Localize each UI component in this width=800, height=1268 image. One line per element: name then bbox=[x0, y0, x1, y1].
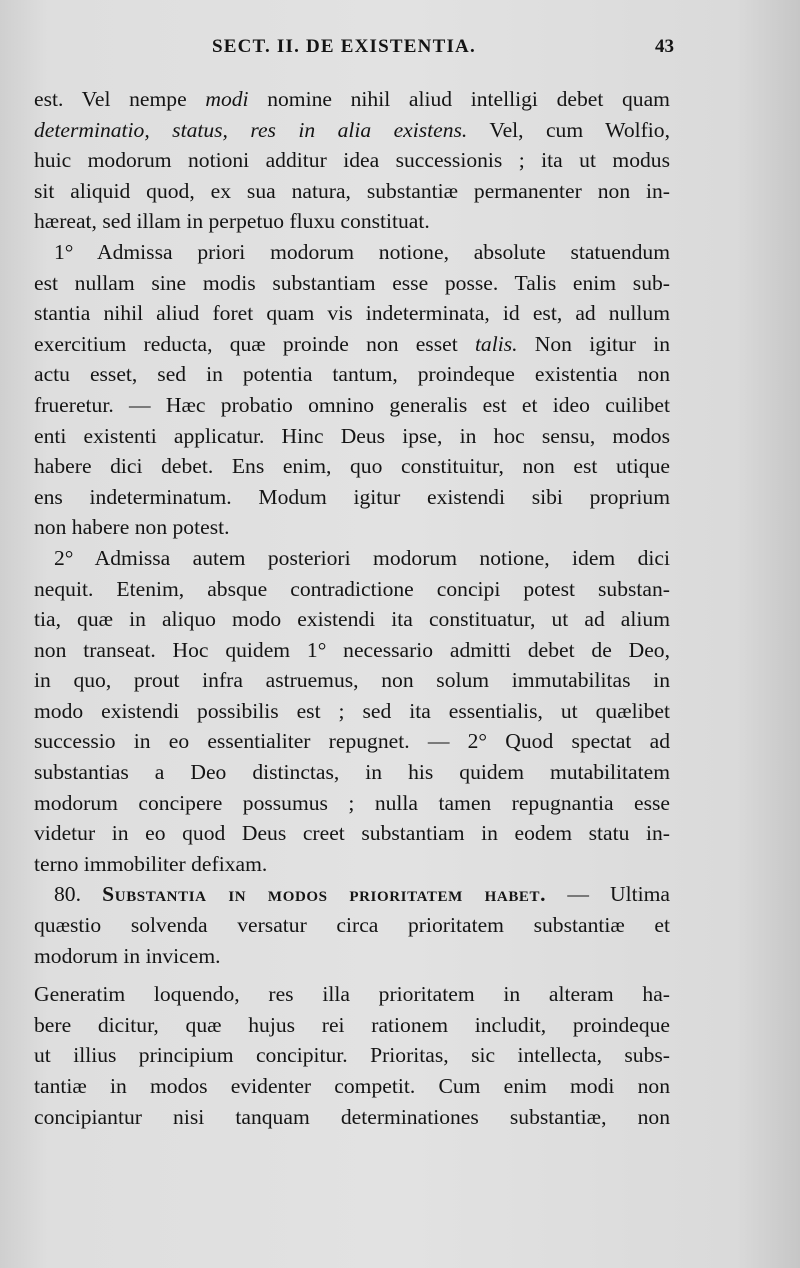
italic-phrase: determinatio, status, res in alia existens. bbox=[34, 117, 468, 142]
text-line bbox=[34, 84, 670, 115]
paragraph-prioritas bbox=[34, 979, 670, 1132]
text-line: actu esset, sed in potentia tantum, proindeque existentia non bbox=[34, 362, 670, 387]
text-line: Generatim loquendo, res illa prioritatem in alteram ha- bbox=[34, 982, 670, 1007]
body-text bbox=[34, 84, 670, 1132]
text-line: stantia nihil aliud foret quam vis indeterminata, id est, ad nullum bbox=[34, 301, 670, 326]
text-line: terno immobiliter defixam. bbox=[34, 851, 268, 876]
text-run: Vel, cum Wolfio, bbox=[489, 117, 670, 142]
text-line: hæreat, sed illam in perpetuo fluxu constituat. bbox=[34, 209, 430, 234]
text-line: modorum in invicem. bbox=[34, 943, 221, 968]
page-number: 43 bbox=[655, 36, 674, 57]
text-line: habere dici debet. Ens enim, quo constituitur, non est utique bbox=[34, 454, 670, 479]
text-line: ut illius principium concipitur. Prioritas, sic intellecta, subs- bbox=[34, 1043, 670, 1068]
text-line: nequit. Etenim, absque contradictione concipi potest substan- bbox=[34, 576, 670, 601]
text-line: in quo, prout infra astruemus, non solum immutabilitas in bbox=[34, 668, 670, 693]
text-line: 2° Admissa autem posteriori modorum notione, idem dici bbox=[54, 545, 670, 570]
text-line: sit aliquid quod, ex sua natura, substantiæ permanenter non in- bbox=[34, 178, 670, 203]
text-line: successio in eo essentialiter repugnet. — 2° Quod spectat ad bbox=[34, 729, 670, 754]
text-run: exercitium reducta, quæ proinde non esset bbox=[34, 331, 458, 356]
text-line: substantias a Deo distinctas, in his quidem mutabilitatem bbox=[34, 760, 670, 785]
text-line bbox=[34, 115, 670, 146]
text-run: est. Vel nempe bbox=[34, 87, 187, 111]
paragraph-modi-definition bbox=[34, 84, 670, 237]
text-line: frueretur. — Hæc probatio omnino generalis est et ideo cuilibet bbox=[34, 392, 670, 417]
text-line: concipiantur nisi tanquam determinationes substantiæ, non bbox=[34, 1104, 670, 1129]
page-header bbox=[0, 36, 800, 76]
paragraph-gap bbox=[34, 971, 670, 979]
text-line: tia, quæ in aliquo modo existendi ita constituatur, ut ad alium bbox=[34, 607, 670, 632]
text-line: quæstio solvenda versatur circa prioritatem substantiæ et bbox=[34, 913, 670, 938]
text-line: 1° Admissa priori modorum notione, absolute statuendum bbox=[54, 239, 670, 264]
text-line: videtur in eo quod Deus creet substantiam in eodem statu in- bbox=[34, 821, 670, 846]
text-line: enti existenti applicatur. Hinc Deus ipse, in hoc sensu, modos bbox=[34, 423, 670, 448]
text-line: bere dicitur, quæ hujus rei rationem includit, proindeque bbox=[34, 1012, 670, 1037]
italic-term: modi bbox=[205, 87, 249, 111]
text-line: modorum concipere possumus ; nulla tamen repugnantia esse bbox=[34, 790, 670, 815]
text-line: non habere non potest. bbox=[34, 515, 230, 540]
section-number: 80. bbox=[54, 882, 81, 907]
italic-term: talis. bbox=[474, 331, 518, 356]
paragraph-first-notion bbox=[34, 237, 670, 543]
text-line: non transeat. Hoc quidem 1° necessario admitti debet de Deo, bbox=[34, 637, 670, 662]
text-run: Non igitur in bbox=[534, 331, 670, 356]
section-heading-line bbox=[34, 879, 670, 910]
text-line: modo existendi possibilis est ; sed ita essentialis, ut quælibet bbox=[34, 698, 670, 723]
section-80 bbox=[34, 879, 670, 971]
running-title: SECT. II. DE EXISTENTIA. bbox=[212, 36, 476, 57]
text-line: est nullam sine modis substantiam esse posse. Talis enim sub- bbox=[34, 270, 670, 295]
text-line: huic modorum notioni additur idea successionis ; ita ut modus bbox=[34, 148, 670, 173]
text-run: nomine nihil aliud intelligi debet quam bbox=[267, 87, 670, 111]
text-line bbox=[34, 329, 670, 360]
text-line: tantiæ in modos evidenter competit. Cum enim modi non bbox=[34, 1074, 670, 1098]
paragraph-second-notion bbox=[34, 543, 670, 880]
text-line: ens indeterminatum. Modum igitur existendi sibi proprium bbox=[34, 484, 670, 509]
section-title: Substantia in modos prioritatem habet. bbox=[102, 882, 547, 907]
text-run: — Ultima bbox=[567, 882, 671, 907]
